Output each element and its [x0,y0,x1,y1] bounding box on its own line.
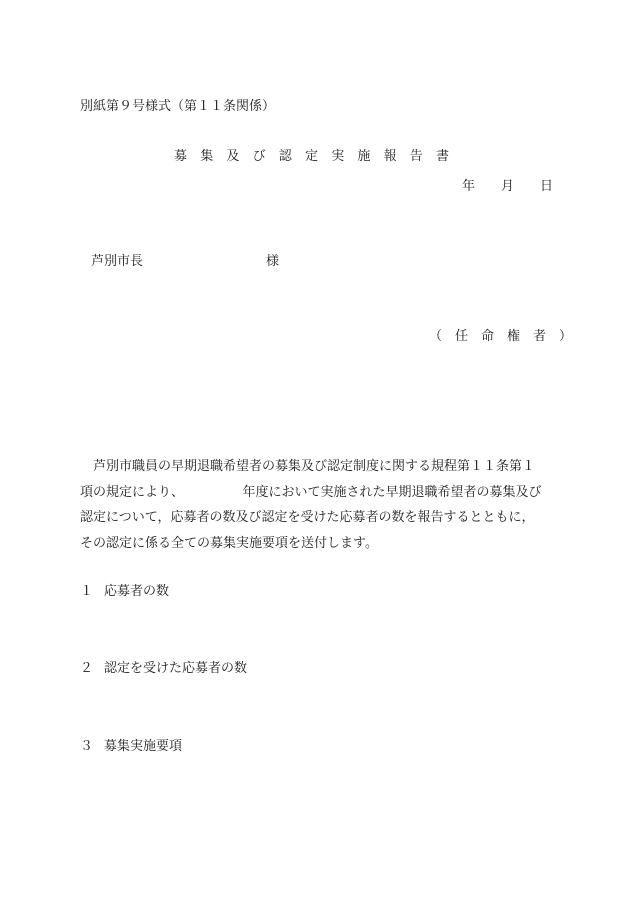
section-number: ２ [80,661,94,676]
section-number: ３ [80,739,94,754]
section-number: １ [80,584,94,599]
addressee-name: 芦別市長 [91,254,144,269]
section-applicant-count [80,585,169,598]
date-line: 年 月 日 [462,179,554,194]
addressee-honorific: 様 [266,254,280,269]
body-paragraph-line: 項の規定により、 年度において実施された早期退職希望者の募集及び [80,485,542,500]
section-recruitment-guidelines [80,740,182,753]
appointing-authority: （ 任 命 権 者 ） [429,329,573,344]
form-number: 別紙第９号様式（第１１条関係） [80,99,276,114]
document-title: 募 集 及 び 認 定 実 施 報 告 書 [174,149,450,164]
section-certified-applicant-count [80,662,247,675]
body-paragraph-line: 認定について，応募者の数及び認定を受けた応募者の数を報告するとともに， [80,510,535,525]
section-label: 募集実施要項 [104,739,183,754]
body-paragraph-line: 芦別市職員の早期退職希望者の募集及び認定制度に関する規程第１１条第１ [80,459,536,474]
section-label: 認定を受けた応募者の数 [104,661,248,676]
section-label: 応募者の数 [104,584,170,599]
body-paragraph-line: その認定に係る全ての募集実施要項を送付します。 [80,536,378,551]
